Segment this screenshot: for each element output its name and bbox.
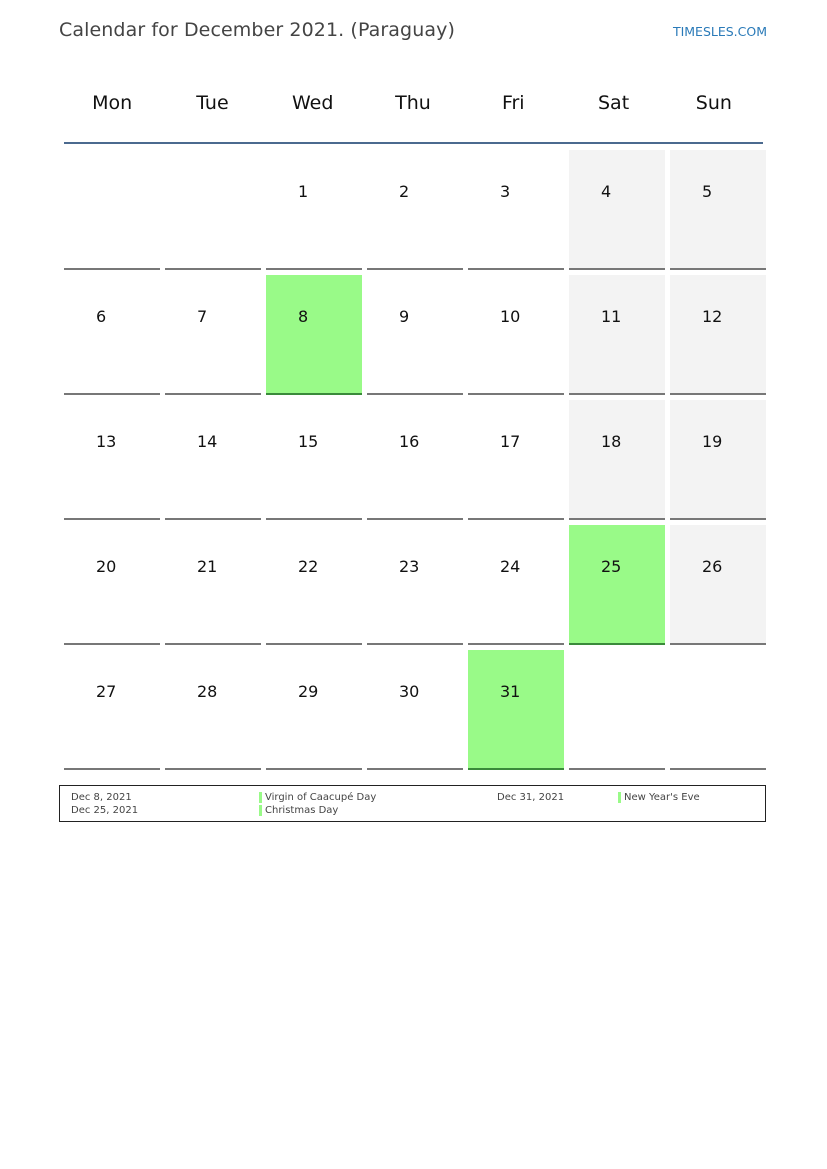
day-cell xyxy=(64,525,160,645)
day-number: 30 xyxy=(399,682,420,701)
weekday-mon: Mon xyxy=(92,92,133,114)
day-number: 9 xyxy=(399,307,410,326)
legend-holiday-label: New Year's Eve xyxy=(624,792,700,803)
day-number: 26 xyxy=(702,557,723,576)
day-cell xyxy=(64,650,160,770)
day-cell xyxy=(64,400,160,520)
legend-date: Dec 31, 2021 xyxy=(497,792,565,803)
day-number: 24 xyxy=(500,557,521,576)
day-cell xyxy=(64,275,160,395)
weekend-day-cell xyxy=(569,275,665,395)
day-number: 1 xyxy=(298,182,309,201)
day-number: 4 xyxy=(601,182,612,201)
weekend-day-cell xyxy=(670,275,766,395)
day-cell xyxy=(468,275,564,395)
day-number: 12 xyxy=(702,307,723,326)
legend-holiday-name xyxy=(618,792,700,803)
day-cell xyxy=(165,275,261,395)
day-number: 2 xyxy=(399,182,410,201)
day-number: 27 xyxy=(96,682,117,701)
day-cell xyxy=(367,275,463,395)
day-number: 7 xyxy=(197,307,208,326)
day-cell xyxy=(367,525,463,645)
day-number: 29 xyxy=(298,682,319,701)
day-number: 20 xyxy=(96,557,117,576)
day-cell xyxy=(367,150,463,270)
day-cell xyxy=(165,400,261,520)
day-number: 5 xyxy=(702,182,713,201)
day-number: 10 xyxy=(500,307,521,326)
day-number: 17 xyxy=(500,432,521,451)
day-cell xyxy=(468,150,564,270)
day-cell xyxy=(367,400,463,520)
day-cell xyxy=(266,400,362,520)
day-cell xyxy=(165,650,261,770)
weekday-fri: Fri xyxy=(501,92,525,114)
weekend-day-cell xyxy=(569,150,665,270)
day-number: 31 xyxy=(500,682,521,701)
day-number: 8 xyxy=(298,307,309,326)
empty-cell xyxy=(569,650,665,770)
holiday-color-swatch xyxy=(259,805,262,816)
day-number: 28 xyxy=(197,682,218,701)
empty-cell xyxy=(670,650,766,770)
calendar-grid xyxy=(64,150,764,770)
day-number: 14 xyxy=(197,432,218,451)
holiday-day-cell xyxy=(468,650,564,770)
legend-holiday-name xyxy=(259,805,338,816)
weekday-wed: Wed xyxy=(291,92,334,114)
day-cell xyxy=(266,150,362,270)
day-number: 21 xyxy=(197,557,218,576)
day-number: 11 xyxy=(601,307,622,326)
weekend-day-cell xyxy=(670,525,766,645)
day-number: 13 xyxy=(96,432,117,451)
legend-date: Dec 25, 2021 xyxy=(71,805,139,816)
holiday-day-cell xyxy=(266,275,362,395)
weekday-header xyxy=(62,80,764,142)
legend-holiday-label: Virgin of Caacupé Day xyxy=(265,792,377,803)
holiday-color-swatch xyxy=(259,792,262,803)
day-number: 3 xyxy=(500,182,511,201)
day-number: 25 xyxy=(601,557,622,576)
legend-date: Dec 8, 2021 xyxy=(71,792,132,803)
weekday-thu: Thu xyxy=(395,92,431,114)
day-number: 19 xyxy=(702,432,723,451)
weekday-tue: Tue xyxy=(196,92,229,114)
weekday-sun: Sun xyxy=(695,92,732,114)
day-cell xyxy=(266,650,362,770)
weekend-day-cell xyxy=(670,400,766,520)
day-number: 6 xyxy=(96,307,107,326)
page-title: Calendar for December 2021. (Paraguay) xyxy=(59,19,455,41)
empty-cell xyxy=(165,150,261,270)
day-cell xyxy=(468,400,564,520)
day-cell xyxy=(367,650,463,770)
day-number: 15 xyxy=(298,432,319,451)
holiday-legend xyxy=(59,785,766,822)
day-number: 16 xyxy=(399,432,420,451)
day-cell xyxy=(165,525,261,645)
day-cell xyxy=(266,525,362,645)
day-cell xyxy=(468,525,564,645)
legend-holiday-name xyxy=(259,792,376,803)
weekend-day-cell xyxy=(569,400,665,520)
header-divider xyxy=(64,142,763,144)
brand-link[interactable]: TIMESLES.COM xyxy=(672,24,767,39)
holiday-day-cell xyxy=(569,525,665,645)
day-number: 22 xyxy=(298,557,319,576)
legend-holiday-label: Christmas Day xyxy=(265,805,339,816)
weekday-sat: Sat xyxy=(597,92,630,114)
empty-cell xyxy=(64,150,160,270)
holiday-color-swatch xyxy=(618,792,621,803)
day-number: 18 xyxy=(601,432,622,451)
day-number: 23 xyxy=(399,557,420,576)
weekend-day-cell xyxy=(670,150,766,270)
